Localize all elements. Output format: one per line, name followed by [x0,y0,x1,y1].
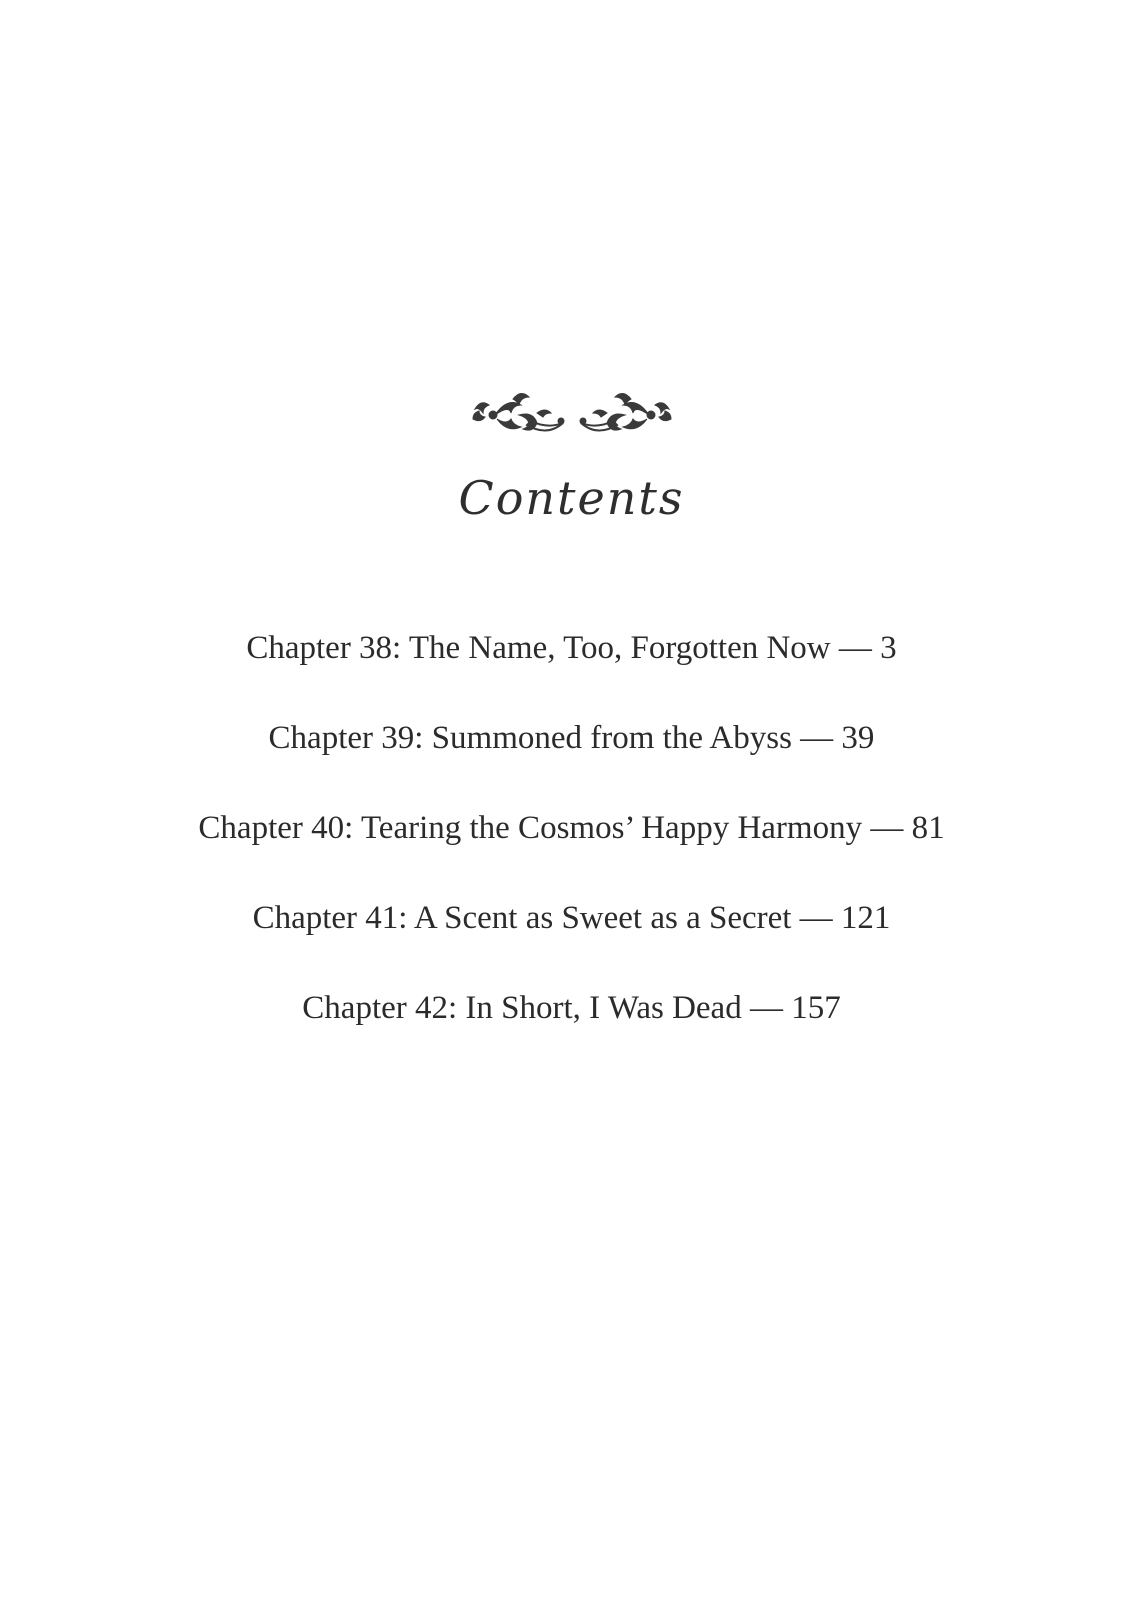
toc-entry-chapter-40: Chapter 40: Tearing the Cosmos’ Happy Harmony — 81 [198,810,945,846]
page-title: Contents [458,471,685,525]
toc-entry-chapter-42: Chapter 42: In Short, I Was Dead — 157 [302,990,841,1026]
table-of-contents [0,628,1143,1078]
toc-entry-chapter-38: Chapter 38: The Name, Too, Forgotten Now — 3 [246,630,897,666]
floral-flourish-icon [467,385,677,447]
toc-entry-chapter-41: Chapter 41: A Scent as Sweet as a Secret — 121 [252,900,891,936]
toc-entry-chapter-39: Chapter 39: Summoned from the Abyss — 39 [268,720,875,756]
